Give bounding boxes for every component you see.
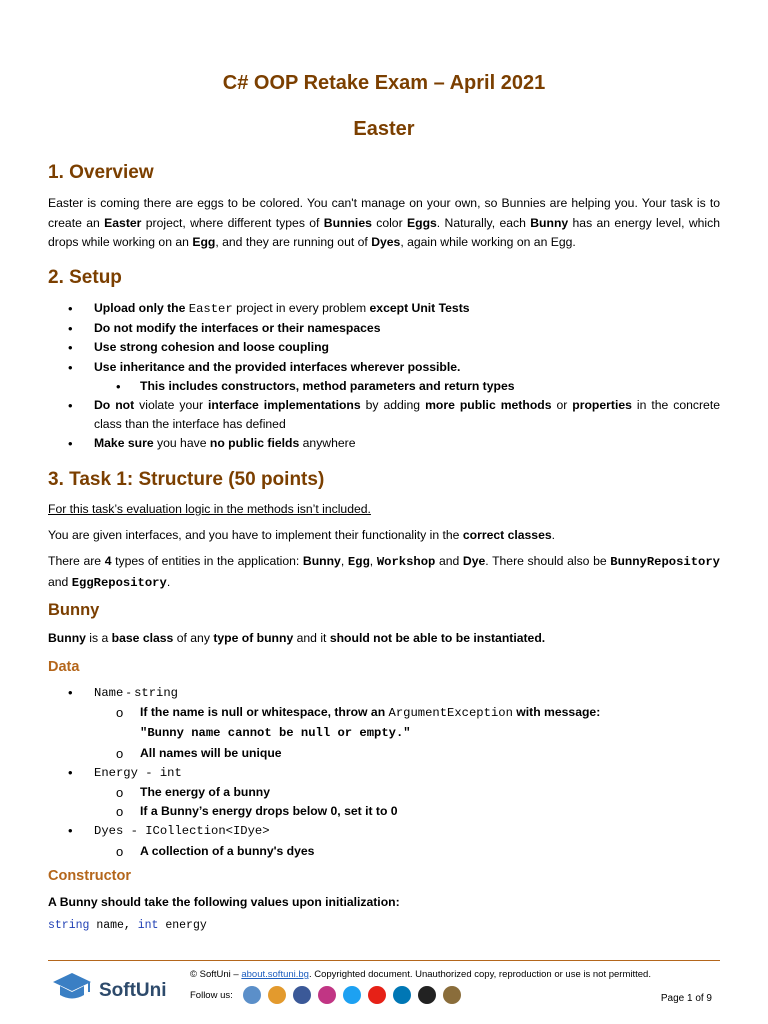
bunny-data-heading: Data	[48, 659, 80, 675]
bunny-data-list	[48, 683, 720, 861]
sub-bullet-icon: o	[116, 785, 124, 801]
list-item: • Make sure you have no public fields anywhere	[48, 434, 720, 453]
page-number: Page 1 of 9	[660, 993, 712, 1004]
bullet-icon: •	[68, 321, 73, 337]
list-item: • Do not violate your interface implementations by adding more public methods or properties in the concrete class than the interface has defined	[68, 398, 720, 432]
sub-bullet-icon: o	[116, 804, 124, 820]
list-item: • Do not modify the interfaces or their namespaces	[48, 319, 720, 338]
bullet-icon: •	[68, 359, 73, 375]
list-item: o If the name is null or whitespace, throw an ArgumentException with message: "Bunny name cannot be null or empty."	[116, 705, 601, 741]
section-heading-task1: 3. Task 1: Structure (50 points)	[48, 469, 325, 490]
about-softuni-link[interactable]: about.softuni.bg	[241, 969, 309, 980]
list-item: o The energy of a bunny	[48, 783, 720, 802]
softuni-logo	[50, 968, 174, 1008]
youtube-icon[interactable]	[368, 986, 386, 1004]
sub-bullet-icon: •	[116, 378, 121, 394]
list-item: • Use strong cohesion and loose coupling	[48, 338, 720, 357]
list-item: • Dyes - ICollection<IDye>	[48, 821, 720, 841]
follow-us-label: Follow us:	[190, 990, 233, 1001]
bullet-icon: •	[68, 436, 73, 452]
setup-list	[48, 299, 720, 454]
svg-text:SoftUni: SoftUni	[99, 980, 167, 1001]
facebook-icon[interactable]	[293, 986, 311, 1004]
sub-bullet-icon: o	[116, 843, 124, 859]
footer-divider	[48, 960, 720, 961]
document-title: C# OOP Retake Exam – April 2021	[222, 72, 546, 94]
github-icon[interactable]	[418, 986, 436, 1004]
instagram-icon[interactable]	[318, 986, 336, 1004]
bunny-constructor-code: string name, int energy	[48, 919, 207, 932]
sub-bullet-icon: o	[116, 745, 124, 761]
list-item: • Upload only the Easter project in every problem except Unit Tests	[48, 299, 720, 319]
bullet-icon: •	[68, 301, 73, 316]
bullet-icon: •	[68, 764, 73, 780]
overview-paragraph: Easter is coming there are eggs to be colored. You can't manage on your own, so Bunnies are helping you. Your task is to create an Easter project, where different types of Bunnies color Eggs. Naturally, each Bunny has an energy level, which drops while working on an Egg, and they are running out of Dyes, again while working on an Egg.	[48, 196, 721, 249]
list-item: • This includes constructors, method parameters and return types	[48, 377, 720, 396]
section-heading-setup: 2. Setup	[48, 267, 122, 288]
list-item: o All names will be unique	[48, 744, 720, 763]
list-item: • Energy - int	[48, 763, 720, 783]
section-heading-overview: 1. Overview	[48, 162, 154, 183]
softuni-icon[interactable]	[243, 986, 261, 1004]
softuni-alt-icon[interactable]	[268, 986, 286, 1004]
list-item: • Use inheritance and the provided interfaces wherever possible.	[48, 358, 720, 377]
footer-copyright: © SoftUni – about.softuni.bg. Copyrighted document. Unauthorized copy, reproduction or use is not permitted.	[190, 969, 651, 980]
task1-paragraph-2: There are 4 types of entities in the application: Bunny, Egg, Workshop and Dye. There should also be BunnyRepository and EggRepository.	[48, 554, 720, 590]
task1-paragraph-1: You are given interfaces, and you have to implement their functionality in the correct classes.	[48, 528, 556, 542]
bullet-icon: •	[68, 398, 73, 414]
bullet-icon: •	[68, 685, 73, 700]
twitter-icon[interactable]	[343, 986, 361, 1004]
bullet-icon: •	[68, 340, 73, 356]
social-icons	[243, 986, 461, 1004]
list-item: • Name - string	[48, 683, 720, 703]
bunny-constructor-heading: Constructor	[48, 868, 131, 884]
list-item: o A collection of a bunny's dyes	[48, 842, 720, 861]
linkedin-icon[interactable]	[393, 986, 411, 1004]
bullet-icon: •	[68, 823, 73, 839]
bunny-constructor-text: A Bunny should take the following values upon initialization:	[48, 895, 400, 909]
bunny-description: Bunny is a base class of any type of bunny and it should not be able to be instantiated.	[48, 631, 546, 645]
task1-note: For this task’s evaluation logic in the methods isn’t included.	[48, 502, 371, 516]
bunny-heading: Bunny	[48, 601, 100, 619]
blog-icon[interactable]	[443, 986, 461, 1004]
sub-bullet-icon: o	[116, 705, 124, 721]
list-item: o If a Bunny’s energy drops below 0, set it to 0	[48, 802, 720, 821]
document-subtitle: Easter	[353, 118, 415, 140]
